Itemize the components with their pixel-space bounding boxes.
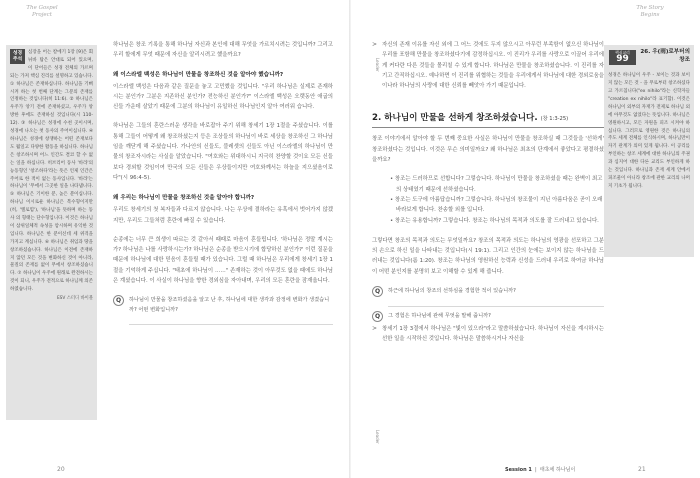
leader-label: Leader: [375, 430, 380, 444]
question-mark-icon: Q: [372, 311, 383, 322]
discussion-question: [113, 295, 333, 315]
running-head-left: The Gospel Project: [26, 5, 58, 18]
doctrine-badge: [609, 50, 636, 65]
commentary-source: ESV 스터디 바이블: [56, 296, 93, 302]
paragraph: 이스라엘 백성은 다음과 같은 질문을 놓고 고민했을 것입니다. "우리 하나님은 실제로 존재하시는 분인가? 그분은 지존하신 분인가? 전능하신 분인가?" 이스라엘 백성은 오랫동안 애굽의 신들 가운데 살았기 때문에 그분의 하나님이 유일하신 하나님인지 알아 여러워 습니다.: [113, 83, 333, 111]
section-title: 2. 하나님이 만물을 선하게 창조하셨습니다.: [372, 113, 538, 124]
question-text: 하나님이 만물을 창조하셨음을 알고 난 후, 하나님에 대한 생각과 감정에 변화가 생겼습니까? 어떤 변화입니까?: [129, 297, 330, 314]
paragraph: 하나님은 창조 기록을 통해 하나님 자신과 본인에 대해 무엇을 가르치시려는 것입니까? 그리고 우리 할에게 무엇 때문에 자신을 알리시려고 했을까요?: [113, 42, 333, 59]
doctrine-badge-label: 핵심교리: [615, 50, 630, 55]
running-head-right: The Story Begins: [636, 5, 664, 18]
paragraph: 창조 이야기에서 알아야 할 두 번째 중요한 사실은 하나님이 만물을 창조하실 때 그것들을 '선하게' 창조하셨다는 것입니다. 이것은 무슨 의미일까요? 왜 하나님은 최초의 단계에서 좋았다고 평결하셨을까요?: [372, 136, 604, 164]
page-gutter: [349, 0, 351, 478]
question-heading: 왜 이스라엘 백성은 하나님이 만물을 창조하신 것을 알아야 했습니까?: [113, 71, 284, 78]
leader-note: [372, 40, 604, 91]
section-heading: [372, 111, 604, 128]
question-mark-icon: Q: [372, 286, 383, 297]
question-text: 하근에 하나님의 창조의 선하심을 경험한 적이 있습니까?: [388, 288, 516, 295]
leader-note-text: 창세기 1장 3절에서 하나님은 "빛이 있으라"라고 말씀하셨습니다. 하나님이 자신을 계시하시는 선한 일을 시작하신 것입니다. 하나님은 말씀하시거나 자신을: [382, 326, 604, 343]
question-heading: 왜 우리는 하나님이 만물을 창조하신 것을 알아야 합니까?: [113, 195, 255, 202]
footer-session: Session 1 | 태초에 하나님이: [505, 467, 576, 473]
paragraph: 순종에는 너무 큰 희생이 따르는 것 같아서 때때로 마음이 혼들립니다. '하나님은 정말 계시는가? 하나님은 나를 사랑하시는가? 하나님은 순종을 받으시기에 합당하신 분인가?' 이런 질문을 때문에 하나님에 대한 믿음이 혼들릴 때가 있습니다. 그럴 때 하나님은 우리에게 창세기 1장 1절을 기억하게 주십니다. "태초에 하나님이 ……" 존재하는 것이 아무것도 없을 때에도 하나님은 계셨습니다. 이 사실이 하나님을 향한 경외심을 자아내며, 우리의 모든 혼란을 잠재웁니다.: [113, 236, 333, 285]
question-text: 그 경험은 하나님에 관해 무엇을 말해 줍니까?: [388, 313, 491, 320]
doctrine-sidebar: [604, 45, 694, 257]
discussion-question: [372, 286, 604, 297]
left-main-column: [113, 40, 333, 325]
commentary-tag: 성경 주석: [10, 49, 25, 64]
list-item: • 창조는 도구에 아름답습니까? 그렇습니다. 하나님의 창조물이 지닌 아름다움은 곧이 오래 바라보게 합니다. 찬송할 외를 입니다.: [390, 196, 603, 214]
doctrine-text: 성경은 하나님이 우주 - 보이는 것과 보이지 않는 모든 것 - 을 무로부터 창조하셨다고 가르칩니다("ex nihilo"라는 신학자들 "creation ex nihilo"라 표기함). 이것은 하나님이 외부의 자재가 전제로 하나님 외에 아무것도 없었다는 뜻입니다. 하나님은 영원하시고, 모든 자원을 피조 시켜야 하십니다. 그러므로 영원한 것은 하나님의 주도 세계 전체를 인식하시며, 하나님만이 자기 관계가 의미 있게 됩니다. 이 공리를 부인하는 창조 세계에 대한 하나님의 주권과 심지어 대한 다른 교리도 부인하게 하는 것입니다. 하나님과 존재 세계 안에서 피조물이 아니라 창조에 관한 교리의 나머지 기초가 됩니다.: [608, 73, 690, 189]
answer-line[interactable]: [129, 315, 333, 325]
session-label: Session 1: [505, 467, 532, 473]
list-item: • 창조는 유용합니까? 그렇습니다. 창조는 하나님의 목적과 의도를 잘 드러내고 있습니다.: [390, 217, 599, 224]
list-item: • 창조는 드러하므로 선합니다? 그렇습니다. 하나님이 만물을 창조하셨을 때는 완벽이 최고의 상태였기 때문에 선하셨습니다.: [390, 176, 603, 193]
leader-note: [372, 324, 604, 345]
paragraph: 하나님은 그들의 혼란스러운 생각을 바로잡아 주기 위해 창세기 1장 1절을 주셨습니다. 이를 통해 그들이 어떻게 왜 창조하셨는지 등은 조상들의 하나님이 바로 세상을 창조하신 그 하나님임을 깨닫게 해 주셨습니다. 가나안의 신들도, 블레셋의 신들도 아닌 이스라엘의 하나님이 만물의 창조자시라는 사실을 알았습니다. "여호와는 위대하시니 지극히 찬양할 것이요 모든 신들보다 경외할 것임이여 만국의 모든 신들은 우상들이지만 여호와께서는 하늘을 지으셨음이로다"(시 96:4-5).: [113, 123, 333, 181]
right-main-column: [372, 40, 604, 345]
paragraph: 그렇다면 창조의 목적과 의도는 무엇일까요? 창조의 목적과 의도는 하나님의 영광을 선포하고 그분의 손으로 하신 일을 나타내는 것입니다(시 19:1). 그리고 인간의 눈에는 보이지 않는 하나님을 드러내는 것입니다(롬 1:20). 창조는 하나님의 영원하신 능력과 신성을 드러내 우리로 하여금 하나님이 어떤 분인지를 분명히 보고 이해할 수 있게 해 줍니다.: [372, 237, 604, 275]
discussion-question: [372, 311, 604, 322]
answer-line[interactable]: [388, 297, 604, 307]
arrow-icon: >: [372, 325, 378, 333]
bullet-list: [386, 174, 604, 225]
question-mark-icon: Q: [113, 295, 124, 306]
commentary-text: 심장을 어는 칼에기 1장 [9]은 회 뉘바 탐은 안대로 되어 있으며, 이 단어들은 성경 전체의 가르며 되는 가져 핵심 진리를 설명하고 있습니다. ① 하나님은 존재하십니다. 하나님을 기뻐시켜 하는 첫 번째 단계는 그분의 존재를 인정하는 것입니다(히 11:6). ② 하나님은 우주가 앙기 전에 존재하셨고, 우주가 앙 방한 후에도 존재하실 것입니다(시 110-12). ③ 하나님은 성경에 수천 곳이시며, 성경에 나오는 첫 동사의 주어이십니다. ④ 하나님은 성경에 창쟁하는 어떤 존재보다도 월일고 다양한 활동을 하십니다. 하나님은 창조하시며 어느 인간도 결코 할 수 없는 일을 하십니다. 히브리어 동사 '바라'의 능동형인 '창조하다'라는 뜻은 언제 인간은 주어로 한 적이 없는 동사입니다. '바라'는 하나님이 '무에서 그곳한 일을 나타냅니다. ⑤ 하나님은 기이한 분, 높은 분이십니다. 하나님 이시로운 하나님은 복수형이지만(히, '엘로힘'), '하나님'을 뜻하며 하는 동사 의 형태는 단수형입니다. 이것은 하나님이 삼위일체적 속성을 암시하며 유익한 것입니다. 하나님은 한 분이신데 세 위격을 가지고 계십니다. ⑥ 하나님은 취임과 땅을 창조하셨습니다. 하나님은 이전에 존재하지 않던 모든 것을 변화하신 것이 아니라, 물질의 존재를 없이 무에서 창조하셨습니다. ⑦ 하나님이 우주에 원래로 완전하시는 것이 되니, 우주가 전적으로 하나님께 의존하였습니다.: [10, 50, 93, 293]
leader-label: Leader: [375, 58, 380, 72]
paragraph: 우리도 창세기의 첫 복자들과 다르지 않습니다. 나는 우상에 결하라는 유혹에서 벗어가지 않겠지만, 우리도 그들처럼 혼란에 빠질 수 있습니다.: [113, 207, 333, 224]
commentary-sidebar: [6, 45, 97, 420]
doctrine-badge-number: 99: [616, 54, 629, 64]
page-number-left: 20: [57, 466, 65, 473]
section-reference: (창 1:3-25): [540, 116, 569, 123]
page-number-right: 21: [638, 466, 646, 473]
arrow-icon: >: [372, 41, 378, 48]
doctrine-title: 26. 우(雨)로부터의 창조: [640, 49, 690, 63]
leader-note-text: 자신의 존재 이유를 자신 외에 그 어느 것에도 두지 않으시고 아무런 부족함이 없으신 하나님이 우리를 포함해 만물을 창조하셨다기에 감정하십시오. 이 진리가 우리를 사랑으로 이끌어 우리에게 커다란 다른 것들을 몰리칠 수 있게 합니다. 하나님은 만물을 창조하셨습니다. 이 진리를 자기고 간직하십시오. 예나하면 이 진리를 위협하는 것들을 우리에게서 하나님에 대한 경외로움을 이나라 하나님의 사랑에 대한 신뢰를 빼앗아 가기 때문입니다.: [382, 42, 604, 90]
session-title: 태초에 하나님이: [539, 467, 576, 473]
